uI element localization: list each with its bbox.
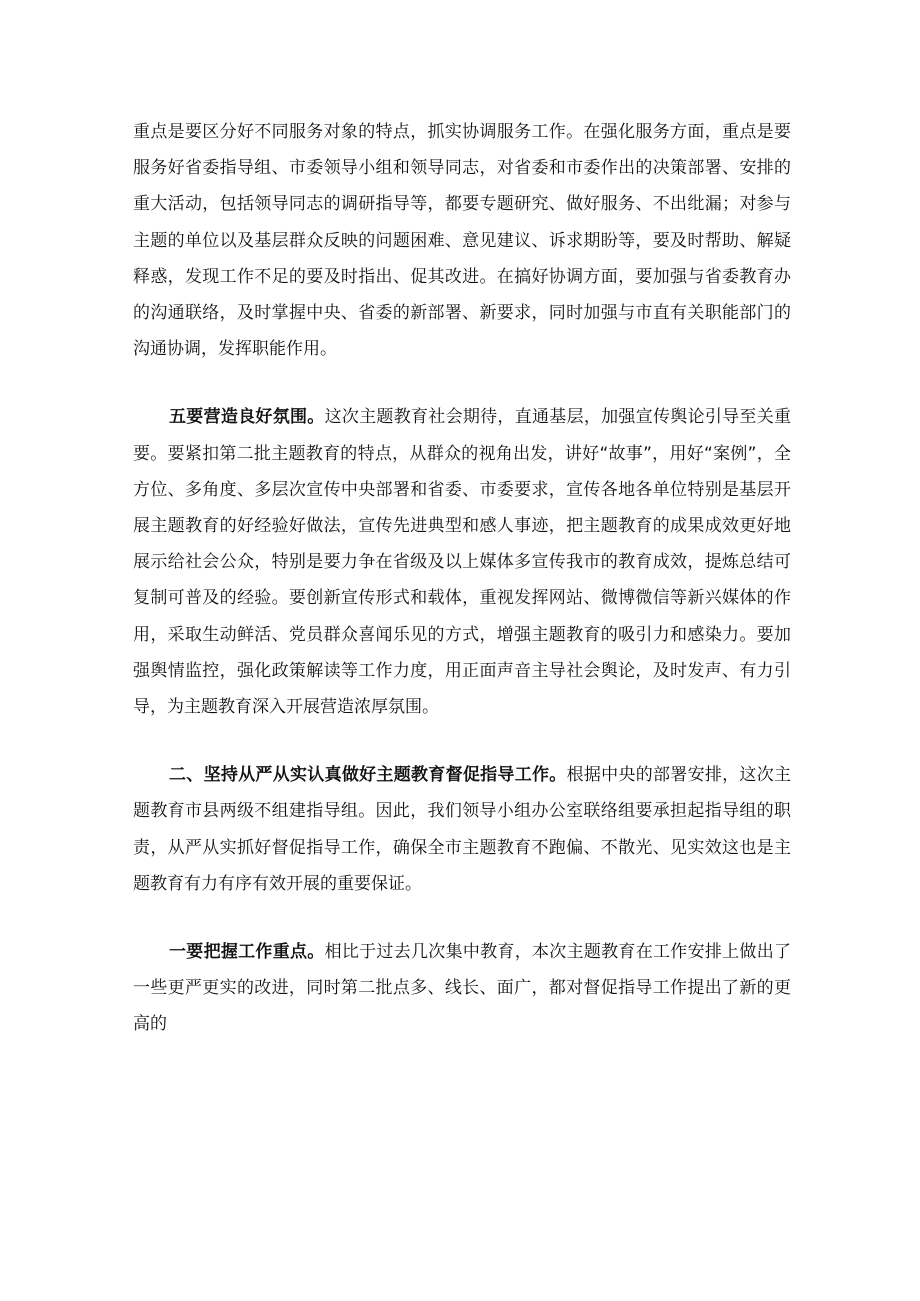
paragraph-3 (133, 757, 791, 902)
paragraph-3-body: 根据中央的部署安排，这次主题教育市县两级不组建指导组。因此，我们领导小组办公室联络组要承担起指导组的职责，从严从实抓好督促指导工作，确保全市主题教育不跑偏、不散光、见实效这也是主题教育有力有序有效开展的重要保证。 (133, 765, 792, 894)
paragraph-1 (133, 114, 791, 367)
paragraph-4 (133, 934, 791, 1043)
paragraph-2-body: 这次主题教育社会期待，直通基层，加强宣传舆论引导至关重要。要紧扣第二批主题教育的特点，从群众的视角出发，讲好“故事”，用好“案例”，全方位、多角度、多层次宣传中央部署和省委、市委要求，宣传各地各单位特别是基层开展主题教育的好经验好做法，宣传先进典型和感人事迹，把主题教育的成果成效更好地展示给社会公众，特别是要力争在省级及以上媒体多宣传我市的教育成效，提炼总结可复制可普及的经验。要创新宣传形式和载体，重视发挥网站、微博微信等新兴媒体的作用，采取生动鲜活、党员群众喜闻乐见的方式，增强主题教育的吸引力和感染力。要加强舆情监控，强化政策解读等工作力度，用正面声音主导社会舆论，及时发声、有力引导，为主题教育深入开展营造浓厚氛围。 (133, 407, 792, 718)
paragraph-2-heading: 五要营造良好氛围。 (169, 407, 325, 428)
paragraph-3-heading: 二、坚持从严从实认真做好主题教育督促指导工作。 (169, 765, 567, 786)
paragraph-2 (133, 399, 791, 725)
paragraph-4-body: 相比于过去几次集中教育，本次主题教育在工作安排上做出了一些更严更实的改进，同时第二批点多、线长、面广，都对督促指导工作提出了新的更高的 (133, 942, 792, 1035)
paragraph-4-heading: 一要把握工作重点。 (169, 942, 325, 963)
paragraph-1-body: 重点是要区分好不同服务对象的特点，抓实协调服务工作。在强化服务方面，重点是要服务好省委指导组、市委领导小组和领导同志，对省委和市委作出的决策部署、安排的重大活动，包括领导同志的调研指导等，都要专题研究、做好服务、不出纰漏；对参与主题的单位以及基层群众反映的问题困难、意见建议、诉求期盼等，要及时帮助、解疑释惑，发现工作不足的要及时指出、促其改进。在搞好协调方面，要加强与省委教育办的沟通联络，及时掌握中央、省委的新部署、新要求，同时加强与市直有关职能部门的沟通协调，发挥职能作用。 (133, 122, 791, 360)
document-page (133, 114, 791, 1043)
